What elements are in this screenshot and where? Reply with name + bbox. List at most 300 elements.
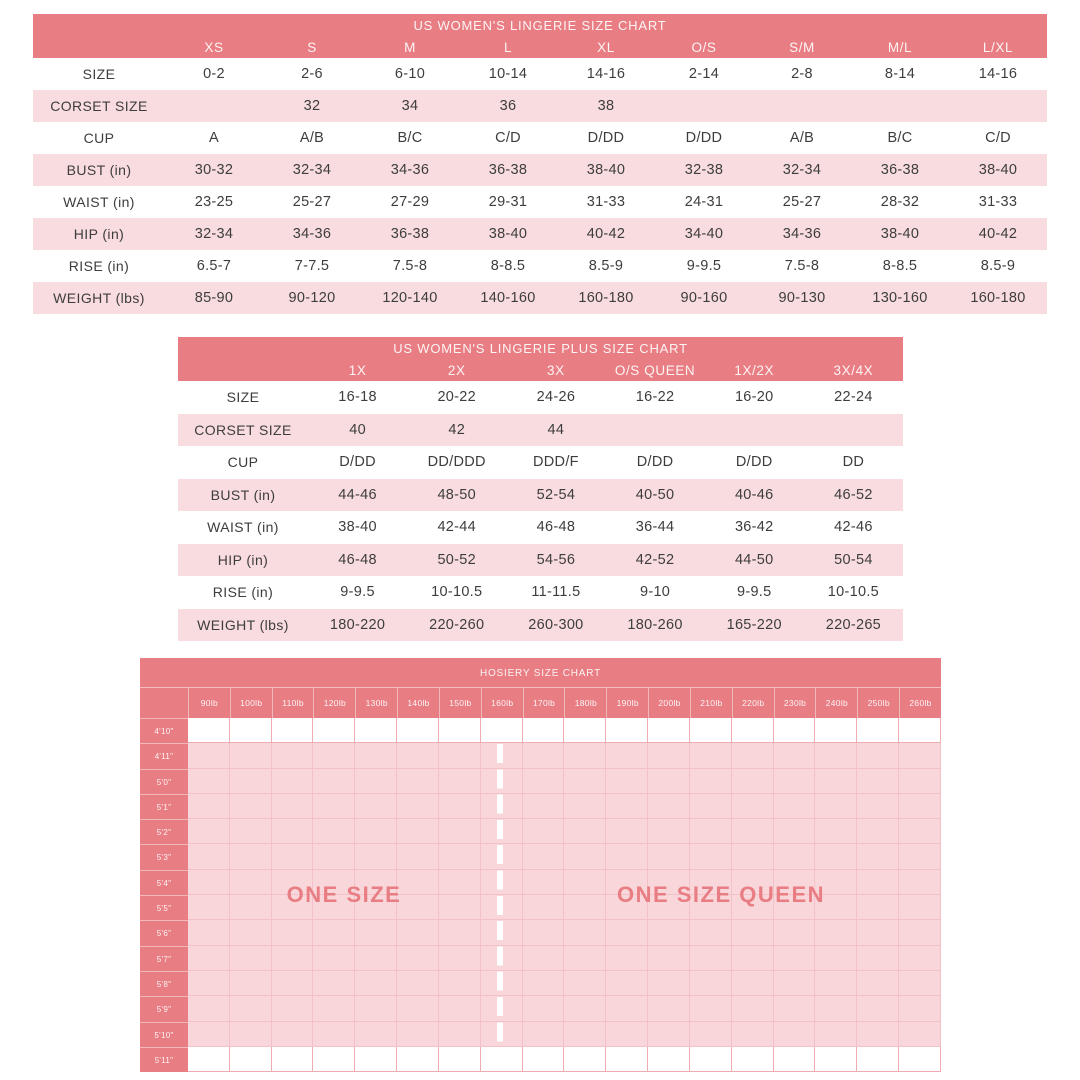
grid-cell [648, 920, 690, 945]
grid-cell [690, 844, 732, 869]
grid-cell [606, 769, 648, 794]
lingerie-chart-title: US WOMEN'S LINGERIE SIZE CHART [413, 18, 667, 33]
grid-cell [648, 1022, 690, 1047]
table-row [178, 446, 903, 479]
grid-cell [857, 870, 899, 895]
height-row-label: 4'10" [140, 718, 188, 743]
row-label: CORSET SIZE [50, 98, 148, 114]
value-cell: 44 [547, 421, 565, 438]
grid-cell [272, 743, 314, 768]
value-cell: 180-260 [627, 616, 683, 633]
grid-cell [272, 971, 314, 996]
weight-column-header: 120lb [313, 688, 355, 718]
grid-cell [899, 870, 941, 895]
value-cell: 165-220 [726, 616, 782, 633]
grid-cell [899, 769, 941, 794]
value-cell: 42-44 [437, 519, 477, 536]
table-row [33, 90, 1047, 122]
grid-cell [272, 920, 314, 945]
column-header-cell: M/L [887, 39, 913, 55]
value-cell: 25-27 [782, 194, 822, 210]
grid-cell [732, 743, 774, 768]
value-cell: 40-50 [635, 486, 675, 503]
grid-cell [564, 996, 606, 1021]
value-cell: 34-36 [292, 226, 332, 242]
plus-chart-title: US WOMEN'S LINGERIE PLUS SIZE CHART [393, 341, 688, 356]
value-cell: D/DD [636, 454, 674, 471]
weight-column-header: 90lb [188, 688, 230, 718]
plus-column-header-row [178, 359, 903, 381]
value-cell: 260-300 [528, 616, 584, 633]
grid-cell [564, 946, 606, 971]
grid-cell [523, 1047, 565, 1072]
grid-cell [857, 946, 899, 971]
value-cell: 44-46 [338, 486, 377, 503]
grid-cell [313, 794, 355, 819]
grid-cell [397, 718, 439, 743]
grid-cell [899, 794, 941, 819]
grid-cell [648, 971, 690, 996]
grid-cell [648, 743, 690, 768]
hosiery-size-chart-table [140, 658, 941, 1072]
value-cell: 220-260 [429, 616, 485, 633]
height-row-label: 4'11" [140, 743, 188, 768]
grid-cell [857, 1022, 899, 1047]
grid-cell [690, 1047, 732, 1072]
weight-column-header: 100lb [230, 688, 272, 718]
table-row [178, 479, 903, 512]
value-cell: 40-42 [978, 226, 1018, 242]
value-cell: 7.5-8 [784, 258, 820, 274]
value-cell: 28-32 [880, 194, 920, 210]
column-header-cell: 3X/4X [833, 362, 874, 378]
table-row [178, 381, 903, 414]
grid-cell [523, 920, 565, 945]
grid-cell [230, 971, 272, 996]
grid-cell [355, 844, 397, 869]
value-cell: 9-9.5 [686, 258, 722, 274]
grid-cell [564, 769, 606, 794]
grid-cell [815, 844, 857, 869]
weight-column-header: 240lb [815, 688, 857, 718]
grid-cell [313, 946, 355, 971]
table-row [178, 609, 903, 642]
grid-cell [397, 996, 439, 1021]
grid-cell [523, 870, 565, 895]
grid-cell [690, 946, 732, 971]
value-cell: A/B [299, 130, 325, 146]
value-cell: 38-40 [978, 162, 1018, 178]
grid-cell [355, 819, 397, 844]
grid-cell [606, 743, 648, 768]
grid-cell [397, 971, 439, 996]
height-row-label: 5'6" [140, 920, 188, 945]
grid-cell [774, 769, 816, 794]
grid-cell [648, 844, 690, 869]
value-cell: 32-38 [684, 162, 724, 178]
grid-cell [899, 844, 941, 869]
table-row [178, 511, 903, 544]
column-header-cell: O/S [691, 39, 717, 55]
grid-cell [564, 1047, 606, 1072]
grid-cell [230, 1047, 272, 1072]
grid-cell [523, 895, 565, 920]
grid-cell [523, 1022, 565, 1047]
grid-cell [690, 743, 732, 768]
value-cell: 16-18 [338, 389, 377, 406]
grid-cell [648, 1047, 690, 1072]
grid-cell [815, 1022, 857, 1047]
value-cell: A [209, 130, 219, 146]
column-header-cell: S/M [789, 39, 815, 55]
grid-cell [606, 844, 648, 869]
grid-cell [857, 844, 899, 869]
grid-cell [397, 743, 439, 768]
grid-cell [564, 870, 606, 895]
value-cell: 48-50 [437, 486, 477, 503]
grid-cell [188, 895, 230, 920]
value-cell: 34-36 [390, 162, 430, 178]
column-header-cell: S [307, 39, 317, 55]
value-cell: 31-33 [978, 194, 1018, 210]
height-row-label: 5'5" [140, 895, 188, 920]
grid-cell [523, 844, 565, 869]
grid-cell [857, 794, 899, 819]
grid-cell [272, 1047, 314, 1072]
grid-cell [857, 769, 899, 794]
grid-cell [439, 844, 481, 869]
value-cell: A/B [789, 130, 815, 146]
grid-cell [272, 819, 314, 844]
row-label: WAIST (in) [63, 194, 135, 210]
weight-column-header: 180lb [564, 688, 606, 718]
grid-cell [732, 1022, 774, 1047]
grid-cell [815, 1047, 857, 1072]
grid-cell [523, 996, 565, 1021]
height-row-label: 5'11" [140, 1047, 188, 1072]
plus-chart-header [178, 337, 903, 381]
grid-cell [272, 844, 314, 869]
grid-cell [523, 794, 565, 819]
grid-cell [230, 1022, 272, 1047]
grid-cell [815, 946, 857, 971]
value-cell: 42-46 [834, 519, 873, 536]
height-row-label: 5'7" [140, 946, 188, 971]
value-cell: 38-40 [880, 226, 920, 242]
row-label: RISE (in) [212, 584, 274, 601]
value-cell: 38 [597, 98, 615, 114]
value-cell: 120-140 [382, 290, 438, 306]
table-row [178, 576, 903, 609]
grid-cell [648, 819, 690, 844]
grid-cell [857, 743, 899, 768]
grid-cell [523, 946, 565, 971]
grid-cell [272, 769, 314, 794]
value-cell: 36-44 [635, 519, 675, 536]
grid-cell [523, 718, 565, 743]
height-row-label: 5'4" [140, 870, 188, 895]
weight-column-header: 110lb [272, 688, 314, 718]
grid-cell [857, 895, 899, 920]
grid-cell [188, 718, 230, 743]
grid-cell [188, 996, 230, 1021]
value-cell: 160-180 [970, 290, 1026, 306]
grid-cell [690, 794, 732, 819]
grid-cell [857, 971, 899, 996]
grid-cell [774, 920, 816, 945]
lingerie-chart-header [33, 14, 1047, 58]
value-cell: 9-9.5 [340, 584, 375, 601]
lingerie-size-chart-table [33, 14, 1047, 314]
row-label: SIZE [82, 66, 116, 82]
grid-cell [690, 971, 732, 996]
row-label: CUP [227, 454, 259, 471]
value-cell: 36-38 [390, 226, 430, 242]
one-size-queen-region-label: ONE SIZE QUEEN [616, 882, 826, 907]
grid-cell [230, 996, 272, 1021]
grid-cell [690, 1022, 732, 1047]
one-size-region-label: ONE SIZE [286, 882, 402, 907]
grid-cell [355, 1047, 397, 1072]
grid-cell [774, 996, 816, 1021]
value-cell: 40 [349, 421, 366, 438]
value-cell: 36-42 [734, 519, 774, 536]
grid-cell [355, 1022, 397, 1047]
lingerie-plus-size-chart-table [178, 337, 903, 641]
grid-cell [774, 794, 816, 819]
value-cell: 50-52 [437, 551, 477, 568]
grid-cell [690, 920, 732, 945]
grid-cell [648, 718, 690, 743]
value-cell: C/D [985, 130, 1011, 146]
grid-cell [188, 769, 230, 794]
weight-column-header: 220lb [732, 688, 774, 718]
grid-cell [230, 920, 272, 945]
value-cell: 46-48 [338, 551, 377, 568]
value-cell: 29-31 [488, 194, 528, 210]
grid-cell [188, 819, 230, 844]
grid-cell [564, 895, 606, 920]
grid-cell [397, 769, 439, 794]
value-cell: 8.5-9 [588, 258, 624, 274]
grid-cell [523, 971, 565, 996]
grid-cell [899, 718, 941, 743]
weight-column-header: 200lb [648, 688, 690, 718]
grid-cell [690, 996, 732, 1021]
value-cell: 30-32 [194, 162, 234, 178]
grid-cell [606, 1047, 648, 1072]
weight-column-header: 250lb [857, 688, 899, 718]
grid-cell [648, 996, 690, 1021]
grid-cell [439, 996, 481, 1021]
grid-cell [774, 718, 816, 743]
grid-cell [815, 769, 857, 794]
value-cell: 7.5-8 [392, 258, 428, 274]
grid-cell [397, 1022, 439, 1047]
grid-cell [397, 895, 439, 920]
grid-cell [732, 819, 774, 844]
value-cell: 23-25 [194, 194, 234, 210]
hosiery-column-header-row [140, 688, 941, 718]
weight-column-header: 230lb [774, 688, 816, 718]
grid-cell [439, 971, 481, 996]
value-cell: DD/DDD [427, 454, 486, 471]
column-header-cell: 3X [547, 362, 565, 378]
column-header-cell: 2X [447, 362, 466, 378]
grid-cell [564, 844, 606, 869]
value-cell: 16-20 [734, 389, 774, 406]
value-cell: 2-8 [791, 66, 813, 82]
grid-cell [564, 819, 606, 844]
value-cell: 22-24 [834, 389, 873, 406]
value-cell: 180-220 [329, 616, 386, 633]
weight-column-header: 140lb [397, 688, 439, 718]
value-cell: 24-31 [684, 194, 724, 210]
grid-cell [439, 920, 481, 945]
lingerie-chart-body [33, 58, 1047, 314]
grid-cell [188, 844, 230, 869]
value-cell: 40-42 [586, 226, 626, 242]
table-row [33, 154, 1047, 186]
value-cell: 2-6 [301, 66, 323, 82]
row-label: CORSET SIZE [194, 421, 292, 438]
value-cell: 44-50 [734, 551, 774, 568]
grid-cell [774, 819, 816, 844]
grid-cell [481, 1047, 523, 1072]
height-row-label: 5'3" [140, 844, 188, 869]
grid-cell [439, 743, 481, 768]
grid-cell [272, 718, 314, 743]
grid-cell [313, 1022, 355, 1047]
value-cell: 8.5-9 [980, 258, 1016, 274]
value-cell: 42 [448, 421, 466, 438]
value-cell: 24-26 [536, 389, 576, 406]
grid-cell [857, 996, 899, 1021]
grid-cell [355, 996, 397, 1021]
row-label: BUST (in) [210, 486, 276, 503]
grid-cell [397, 946, 439, 971]
grid-cell [606, 794, 648, 819]
grid-cell [313, 844, 355, 869]
grid-cell [230, 769, 272, 794]
grid-cell [188, 1047, 230, 1072]
value-cell: 8-8.5 [490, 258, 526, 274]
value-cell: 50-54 [834, 551, 873, 568]
value-cell: 34 [401, 98, 419, 114]
value-cell: D/DD [685, 130, 723, 146]
row-label: CUP [83, 130, 115, 146]
value-cell: 8-8.5 [882, 258, 918, 274]
value-cell: 38-40 [338, 519, 377, 536]
value-cell: 11-11.5 [531, 584, 581, 601]
value-cell: 36-38 [880, 162, 920, 178]
row-label: BUST (in) [66, 162, 132, 178]
grid-cell [355, 769, 397, 794]
grid-cell [397, 794, 439, 819]
value-cell: 32-34 [194, 226, 234, 242]
value-cell: 46-52 [834, 486, 873, 503]
value-cell: 9-9.5 [736, 584, 772, 601]
grid-cell [439, 1047, 481, 1072]
value-cell: D/DD [339, 454, 376, 471]
value-cell: 220-265 [825, 616, 882, 633]
table-row [178, 544, 903, 577]
value-cell: 46-48 [536, 519, 576, 536]
value-cell: D/DD [587, 130, 625, 146]
grid-cell [313, 819, 355, 844]
grid-cell [899, 1047, 941, 1072]
grid-cell [188, 946, 230, 971]
grid-cell [815, 971, 857, 996]
value-cell: 36-38 [488, 162, 528, 178]
value-cell: 40-46 [734, 486, 774, 503]
grid-cell [523, 769, 565, 794]
grid-cell [272, 794, 314, 819]
weight-column-header: 210lb [690, 688, 732, 718]
hosiery-corner-cell [140, 688, 188, 718]
grid-cell [188, 1022, 230, 1047]
grid-cell [355, 718, 397, 743]
grid-cell [439, 1022, 481, 1047]
grid-cell [732, 844, 774, 869]
grid-cell [857, 718, 899, 743]
value-cell: B/C [887, 130, 913, 146]
row-label: HIP (in) [73, 226, 125, 242]
grid-cell [355, 946, 397, 971]
row-label: SIZE [226, 389, 260, 406]
table-row [33, 122, 1047, 154]
grid-cell [815, 819, 857, 844]
grid-cell [188, 870, 230, 895]
grid-cell [188, 920, 230, 945]
grid-cell [439, 895, 481, 920]
grid-cell [188, 794, 230, 819]
grid-cell [899, 743, 941, 768]
table-row [33, 186, 1047, 218]
grid-cell [313, 743, 355, 768]
grid-cell [230, 946, 272, 971]
value-cell: 38-40 [586, 162, 626, 178]
grid-cell [899, 971, 941, 996]
value-cell: 34-36 [782, 226, 822, 242]
column-header-cell: 1X [348, 362, 367, 378]
grid-cell [230, 870, 272, 895]
grid-cell [188, 743, 230, 768]
grid-cell [857, 819, 899, 844]
grid-cell [188, 971, 230, 996]
grid-cell [313, 769, 355, 794]
row-label: WEIGHT (lbs) [53, 290, 145, 306]
value-cell: 90-120 [288, 290, 336, 306]
weight-column-header: 190lb [606, 688, 648, 718]
grid-cell [648, 769, 690, 794]
height-row-label: 5'9" [140, 996, 188, 1021]
value-cell: 32-34 [292, 162, 332, 178]
grid-cell [606, 819, 648, 844]
value-cell: 14-16 [978, 66, 1018, 82]
grid-cell [899, 920, 941, 945]
grid-cell [815, 794, 857, 819]
value-cell: 16-22 [635, 389, 675, 406]
grid-cell [355, 743, 397, 768]
value-cell: 31-33 [586, 194, 626, 210]
value-cell: DDD/F [533, 454, 579, 471]
table-row [33, 218, 1047, 250]
grid-cell [815, 718, 857, 743]
grid-cell [857, 1047, 899, 1072]
grid-cell [523, 743, 565, 768]
value-cell: 42-52 [635, 551, 675, 568]
